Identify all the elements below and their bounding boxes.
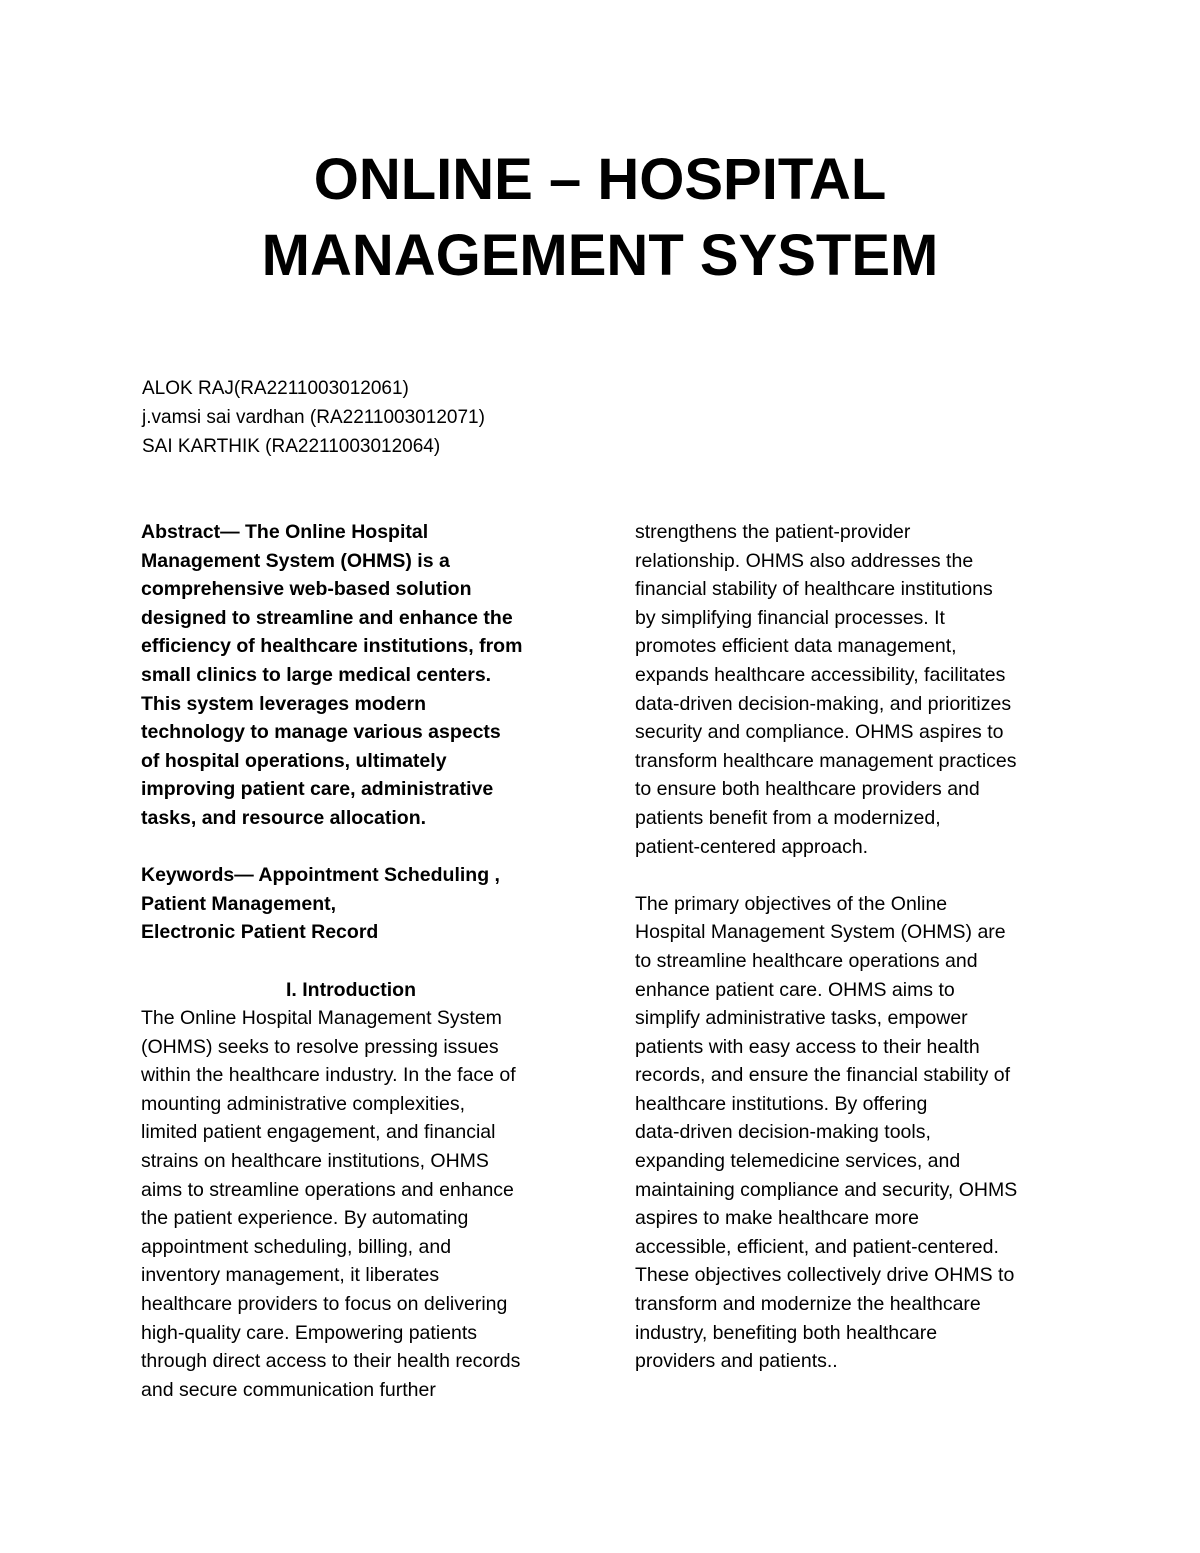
intro-text-line: the patient experience. By automating [141,1207,469,1230]
objectives-text-line: data-driven decision-making tools, [635,1121,931,1144]
intro-text-line: The Online Hospital Management System [141,1007,502,1030]
objectives-text-line: patients with easy access to their health [635,1035,980,1058]
intro-text-line: through direct access to their health records [141,1350,521,1373]
objectives-text-line: maintaining compliance and security, OHMS [635,1178,1018,1201]
objectives-text-line: enhance patient care. OHMS aims to [635,978,955,1001]
keywords-line-1: Keywords— Appointment Scheduling , [141,864,500,887]
section-heading-introduction: I. Introduction [286,978,416,1001]
paper-title [0,142,1200,294]
intro-paragraph-1-part-2 [635,518,1075,861]
title-line-1: ONLINE – HOSPITAL [313,147,887,212]
keywords-line-3: Electronic Patient Record [141,921,379,944]
abstract [141,518,581,833]
intro-text-line: and secure communication further [141,1378,436,1401]
objectives-text-line: Hospital Management System (OHMS) are [635,921,1006,944]
abstract-line: tasks, and resource allocation. [141,806,427,829]
objectives-text-line: accessible, efficient, and patient-centered. [635,1235,999,1258]
objectives-text-line: expanding telemedicine services, and [635,1150,961,1173]
intro-text-line: aims to streamline operations and enhance [141,1178,514,1201]
intro-paragraph-1-part-1 [141,1004,581,1404]
objectives-text-line: The primary objectives of the Online [635,892,948,915]
intro-text-line: healthcare providers to focus on delivering [141,1293,508,1316]
intro-text-line: patients benefit from a modernized, [635,806,941,829]
intro-text-line: patient-centered approach. [635,835,869,858]
intro-text-line: strengthens the patient-provider [635,521,911,543]
abstract-line: Abstract— The Online Hospital [141,521,429,543]
objectives-text-line: healthcare institutions. By offering [635,1092,928,1115]
intro-text-line: by simplifying financial processes. It [635,606,945,629]
abstract-line: of hospital operations, ultimately [141,749,447,772]
abstract-line: small clinics to large medical centers. [141,663,492,686]
title-line-2: MANAGEMENT SYSTEM [261,223,939,288]
keywords [141,861,581,947]
intro-text-line: mounting administrative complexities, [141,1092,466,1115]
intro-text-line: to ensure both healthcare providers and [635,778,980,801]
intro-text-line: security and compliance. OHMS aspires to [635,721,1004,744]
intro-text-line: promotes efficient data management, [635,635,957,658]
abstract-line: efficiency of healthcare institutions, from [141,635,523,658]
author-list [142,374,742,461]
left-column [141,518,581,1404]
author-2: j.vamsi sai vardhan (RA2211003012071) [142,407,485,428]
intro-text-line: financial stability of healthcare institutions [635,578,993,601]
author-3: SAI KARTHIK (RA2211003012064) [142,436,441,457]
intro-text-line: inventory management, it liberates [141,1264,440,1287]
objectives-text-line: These objectives collectively drive OHMS to [635,1264,1015,1287]
intro-text-line: limited patient engagement, and financial [141,1121,496,1144]
right-column [635,518,1075,1376]
intro-text-line: appointment scheduling, billing, and [141,1235,452,1258]
intro-text-line: data-driven decision-making, and prioritizes [635,692,1012,715]
intro-text-line: expands healthcare accessibility, facilitates [635,663,1006,686]
keywords-line-2: Patient Management, [141,892,337,915]
intro-text-line: relationship. OHMS also addresses the [635,549,974,572]
abstract-line: designed to streamline and enhance the [141,606,513,629]
objectives-text-line: transform and modernize the healthcare [635,1293,981,1316]
objectives-text-line: to streamline healthcare operations and [635,949,978,972]
intro-text-line: transform healthcare management practices [635,749,1017,772]
abstract-line: technology to manage various aspects [141,721,501,744]
objectives-text-line: aspires to make healthcare more [635,1207,919,1230]
abstract-line: comprehensive web-based solution [141,578,472,601]
objectives-text-line: industry, benefiting both healthcare [635,1321,938,1344]
intro-text-line: within the healthcare industry. In the face of [141,1064,516,1087]
abstract-line: improving patient care, administrative [141,778,494,801]
intro-text-line: strains on healthcare institutions, OHMS [141,1150,489,1173]
intro-text-line: high-quality care. Empowering patients [141,1321,478,1344]
objectives-text-line: providers and patients.. [635,1350,838,1373]
objectives-text-line: records, and ensure the financial stability of [635,1064,1011,1087]
objectives-text-line: simplify administrative tasks, empower [635,1007,968,1030]
intro-paragraph-2 [635,890,1075,1376]
intro-text-line: (OHMS) seeks to resolve pressing issues [141,1035,499,1058]
abstract-line: Management System (OHMS) is a [141,549,450,572]
abstract-line: This system leverages modern [141,692,427,715]
author-1: ALOK RAJ(RA2211003012061) [142,378,409,399]
